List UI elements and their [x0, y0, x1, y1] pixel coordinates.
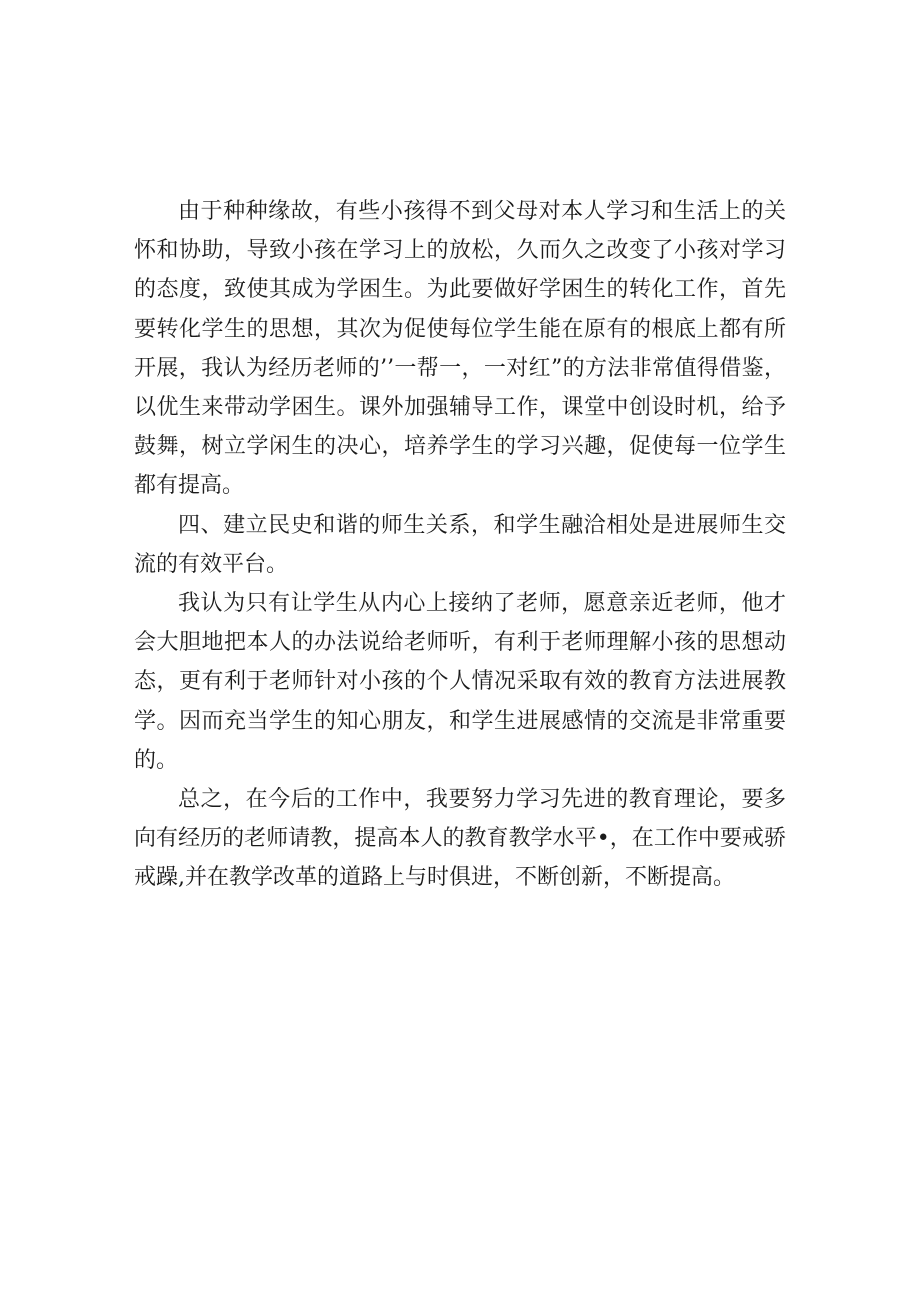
paragraph-teacher-student-trust: 我认为只有让学生从内心上接纳了老师，愿意亲近老师，他才会大胆地把本人的办法说给老师听，有利于老师理解小孩的思想动态，更有利于老师针对小孩的个人情况采取有效的教育方法进展教学。因而充当学生的知心朋友，和学生进展感情的交流是非常重要的。	[134, 591, 786, 773]
paragraph-student-conversion: 由于种种缘故，有些小孩得不到父母对本人学习和生活上的关怀和协助，导致小孩在学习上的放松，久而久之改变了小孩对学习的态度，致使其成为学困生。为此要做好学困生的转化工作，首先要转化学生的思想，其次为促使每位学生能在原有的根底上都有所开展，我认为经历老师的’’一帮一，一对红”的方法非常值得借鉴，以优生来带动学困生。课外加强辅导工作，课堂中创设时机，给予鼓舞，树立学闲生的决心，培养学生的学习兴趣，促使每一位学生都有提高。	[134, 199, 786, 499]
paragraph-section-four-heading: 四、建立民史和谐的师生关系，和学生融洽相处是进展师生交流的有效平台。	[134, 512, 786, 577]
document-body	[134, 192, 786, 898]
paragraph-conclusion: 总之，在今后的工作中，我要努力学习先进的教育理论，要多向有经历的老师请教，提高本人的教育教学水平•，在工作中要戒骄戒躁,并在教学改革的道路上与时俱进，不断创新，不断提高。	[134, 787, 786, 891]
